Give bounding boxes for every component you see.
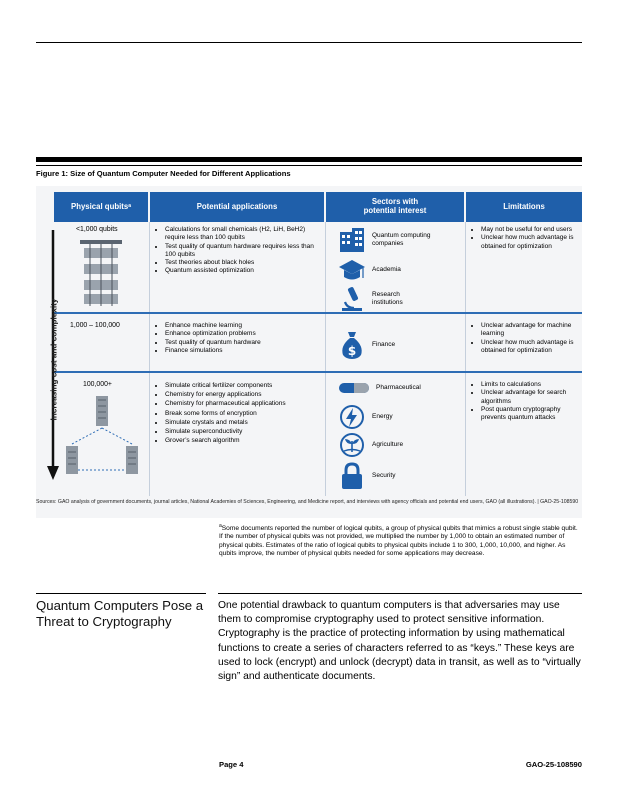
row2-applications (156, 322, 320, 355)
application-item: • Calculations for small chemicals (H2, LiH, BeH2) require less than 100 qubits (165, 226, 320, 243)
application-item: • Chemistry for pharmaceutical applications (165, 399, 320, 408)
sector-agriculture (338, 432, 462, 458)
application-item: • Chemistry for energy applications (165, 390, 320, 399)
row3-qubits: 100,000+ (83, 381, 112, 388)
row-divider (54, 371, 582, 373)
sector-finance (338, 330, 462, 360)
application-item: • Test quality of quantum hardware requires less than 100 qubits (165, 243, 320, 260)
section-rule (218, 593, 582, 594)
sector-label: Research institutions (372, 291, 403, 306)
header-potential-applications: Potential applications (150, 192, 324, 222)
agriculture-icon (338, 432, 366, 458)
column-divider (325, 222, 326, 496)
table-header (36, 192, 582, 222)
limitation-item: • Post quantum cryptography prevents quantum attacks (481, 406, 580, 423)
limitation-item: • May not be useful for end users (481, 226, 580, 234)
footnote-marker: a (219, 523, 222, 529)
application-item: • Grover’s search algorithm (165, 436, 320, 445)
top-rule (36, 42, 582, 43)
header-sectors: Sectors with potential interest (326, 192, 464, 222)
header-limitations: Limitations (466, 192, 582, 222)
figure-sources: Sources: GAO analysis of government documents, journal articles, National Academies of Sciences, Engineering, and Medicine report, and interviews with agency officials and potential end users, GAO (all illustrations). | GAO-25-108590 (36, 499, 579, 505)
sector-label: Pharmaceutical (376, 384, 421, 392)
application-item: • Simulate superconductivity (165, 427, 320, 436)
section-body: One potential drawback to quantum computers is that adversaries may use them to compromise cryptography used to protect sensitive information. Cryptography is the practice of protecting information by using mathematical functions to create a series of characters referred to as “keys.” These keys are used to lock (encrypt) and unlock (decrypt) data in transit, as well as to “virtually sign” and authenticate documents. (218, 600, 581, 683)
application-item: • Finance simulations (165, 347, 320, 355)
figure-title-rule (36, 165, 582, 166)
energy-icon (338, 404, 366, 430)
small-quantum-computer-icon (76, 238, 126, 308)
sector-label: Agriculture (372, 441, 404, 449)
lock-icon (338, 462, 366, 490)
sector-label: Security (372, 472, 396, 480)
sector-pharmaceutical (338, 381, 462, 395)
sector-label: Energy (372, 413, 393, 421)
row3-applications (156, 381, 320, 445)
application-item: • Break some forms of encryption (165, 409, 320, 418)
application-item: • Enhance machine learning (165, 322, 320, 330)
application-item: • Test theories about black holes (165, 259, 320, 267)
report-number: GAO-25-108590 (525, 760, 582, 769)
section-heading: Quantum Computers Pose a Threat to Cryptography (36, 598, 204, 629)
money-bag-icon (338, 330, 366, 360)
application-item: • Simulate crystals and metals (165, 418, 320, 427)
row2-qubits: 1,000 – 100,000 (70, 322, 120, 329)
figure-graphic (36, 186, 582, 518)
limitation-item: • Limits to calculations (481, 381, 580, 389)
sector-quantum-computing-companies (338, 228, 462, 252)
figure-footnote (219, 522, 583, 558)
sector-label: Academia (372, 266, 401, 274)
row1-limitations (472, 226, 580, 251)
section-rule (36, 593, 206, 594)
column-divider (149, 222, 150, 496)
header-physical-qubits: Physical qubits a (54, 192, 148, 222)
page-number: Page 4 (219, 760, 244, 769)
large-quantum-computer-icon (60, 394, 144, 476)
svg-text:$: $ (347, 344, 357, 358)
limitation-item: • Unclear advantage for machine learning (481, 322, 580, 339)
capsule-icon (338, 381, 370, 395)
limitation-item: • Unclear how much advantage is obtained for optimization (481, 234, 580, 251)
figure-title: Figure 1: Size of Quantum Computer Needed for Different Applications (36, 169, 291, 178)
footnote-text: Some documents reported the number of logical qubits, a group of physical qubits that mimics a robust single stable qubit. If the number of physical qubits was not provided, we multiplied the number by 1,000 to obtain an estimated number of physical qubits. Estimates of the ratio of logical qubits to physical qubits include 1 to 300, 1,000, 10,000, and higher. As qubits improve, the number of physical qubits needed for some applications may decrease. (219, 525, 578, 558)
sector-research-institutions (338, 286, 462, 312)
column-divider (465, 222, 466, 496)
application-item: • Simulate critical fertilizer components (165, 381, 320, 390)
row1-applications (156, 226, 320, 276)
figure-top-rule (36, 157, 582, 162)
limitation-item: • Unclear how much advantage is obtained for optimization (481, 339, 580, 356)
sector-security (338, 462, 462, 490)
graduation-cap-icon (338, 258, 366, 282)
row-divider (54, 312, 582, 314)
row2-limitations (472, 322, 580, 355)
microscope-icon (338, 286, 366, 312)
application-item: • Enhance optimization problems (165, 330, 320, 338)
building-icon (338, 228, 366, 252)
sector-energy (338, 404, 462, 430)
sector-label: Quantum computing companies (372, 232, 431, 247)
axis-label: Increasing cost and complexity (49, 298, 59, 421)
row1-qubits: <1,000 qubits (76, 226, 118, 233)
application-item: • Quantum assisted optimization (165, 267, 320, 275)
sector-academia (338, 258, 462, 282)
sector-label: Finance (372, 341, 396, 349)
row3-limitations (472, 381, 580, 422)
limitation-item: • Unclear advantage for search algorithms (481, 389, 580, 406)
application-item: • Test quality of quantum hardware (165, 339, 320, 347)
axis-arrow (45, 230, 61, 480)
